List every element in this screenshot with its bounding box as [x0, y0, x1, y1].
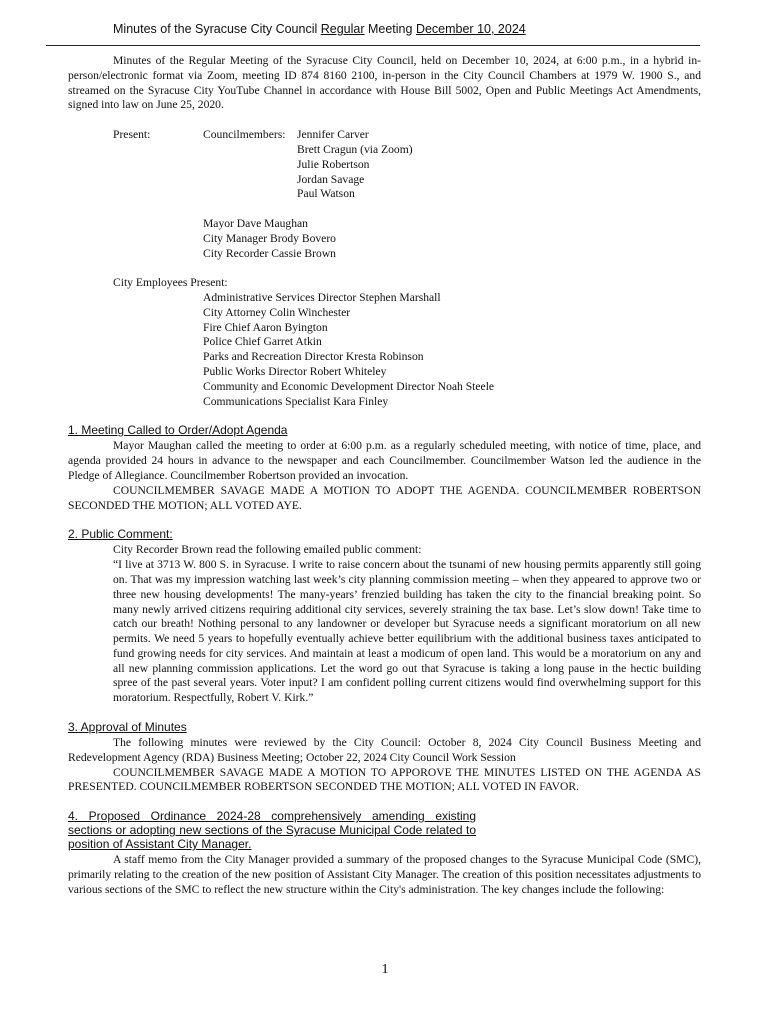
section-4-heading: 4. Proposed Ordinance 2024-28 comprehensively amending existing sections or adopting new sections of the Syracuse Municipal Code related to position of Assistant City Manager. [68, 809, 476, 852]
employees-label: City Employees Present: [113, 276, 228, 290]
section-2-heading: 2. Public Comment: [68, 527, 173, 542]
public-comment-quote: “I live at 3713 W. 800 S. in Syracuse. I write to raise concern about the tsunami of new housing permits apparently still going on. That was my impression watching last week’s city planning commission meeting – when they appeared to approve two or three new housing developments! The many-years’ frenzied building has taken the city to the financial breaking point. So many newly arrived citizens requiring additional city services, severely straining the tax base. Let’s slow down! Take time to catch our breath! Nothing personal to any landowner or developer but Syracuse needs a significant moratorium on all new permits. We need 5 years to hopefully eventually achieve better equilibrium with the additional business taxes anticipated to fund growing needs for city services. And maintain at least a modicum of open land. This would be a moratorium on any and all new planning commission applications. Let the word go out that Syracuse is taking a long pause in the hectic building spree of the past several years. Voter input? I am confident polling current citizens would find overwhelming support for this moratorium. Respectfully, Robert V. Kirk.” [113, 558, 701, 705]
minutes-body [68, 54, 701, 898]
employee-name: Parks and Recreation Director Kresta Robinson [203, 350, 424, 364]
official-name: Mayor Dave Maughan [203, 216, 308, 230]
employee-name: Administrative Services Director Stephen Marshall [203, 290, 441, 304]
section-1-motion: COUNCILMEMBER SAVAGE MADE A MOTION TO ADOPT THE AGENDA. COUNCILMEMBER ROBERTSON SECONDED THE MOTION; ALL VOTED AYE. [68, 483, 701, 512]
councilmember-name: Jordan Savage [297, 172, 365, 186]
section-3-paragraph: The following minutes were reviewed by the City Council: October 8, 2024 City Council Business Meeting and Redevelopment Agency (RDA) Business Meeting; October 22, 2024 City Council Work Session [68, 736, 701, 764]
section-1-paragraph: Mayor Maughan called the meeting to order at 6:00 p.m. as a regularly scheduled meeting, with notice of time, place, and agenda provided 24 hours in advance to the newspaper and each Councilmember. Councilmember Watson led the audience in the Pledge of Allegiance. Councilmember Robertson provided an invocation. [68, 439, 701, 482]
employee-name: Community and Economic Development Director Noah Steele [203, 379, 495, 393]
header-date: December 10, 2024 [415, 22, 526, 36]
employee-name: Public Works Director Robert Whiteley [203, 364, 387, 378]
header-meeting-type: Regular [320, 22, 365, 36]
councilmembers-label: Councilmembers: [203, 128, 286, 142]
councilmember-name: Jennifer Carver [297, 128, 369, 142]
section-3-motion: COUNCILMEMBER SAVAGE MADE A MOTION TO APPOROVE THE MINUTES LISTED ON THE AGENDA AS PRESENTED. COUNCILMEMBER ROBERTSON SECONDED THE MOTION; ALL VOTED IN FAVOR. [68, 765, 701, 794]
employee-name: Communications Specialist Kara Finley [203, 394, 389, 408]
employee-name: Police Chief Garret Atkin [203, 335, 322, 349]
header-rule [46, 45, 700, 46]
header-mid: Meeting [364, 22, 416, 36]
running-header [113, 22, 526, 36]
employee-name: City Attorney Colin Winchester [203, 305, 351, 319]
present-label: Present: [113, 128, 151, 142]
page-number: 1 [381, 962, 389, 977]
official-name: City Manager Brody Bovero [203, 231, 336, 245]
councilmember-name: Paul Watson [297, 187, 355, 201]
official-name: City Recorder Cassie Brown [203, 246, 336, 260]
section-3-heading: 3. Approval of Minutes [68, 720, 187, 735]
councilmember-name: Brett Cragun (via Zoom) [297, 142, 413, 156]
employee-name: Fire Chief Aaron Byington [203, 320, 328, 334]
intro-paragraph: Minutes of the Regular Meeting of the Syracuse City Council, held on December 10, 2024, at 6:00 p.m., in a hybrid in-person/electronic format via Zoom, meeting ID 874 8160 2100, in-person in the City Council Chambers at 1979 W. 1900 S., and streamed on the Syracuse City YouTube Channel in accordance with House Bill 5002, Open and Public Meetings Act Amendments, signed into law on June 25, 2020. [68, 54, 701, 112]
header-prefix: Minutes of the Syracuse City Council [113, 22, 321, 36]
section-4-paragraph: A staff memo from the City Manager provided a summary of the proposed changes to the Syracuse Municipal Code (SMC), primarily relating to the creation of the new position of Assistant City Manager. The creation of this position necessitates adjustments to various sections of the SMC to reflect the new structure within the City's administration. The key changes include the following: [68, 853, 701, 896]
section-2-intro: City Recorder Brown read the following emailed public comment: [113, 543, 422, 557]
section-1-heading: 1. Meeting Called to Order/Adopt Agenda [68, 423, 288, 438]
councilmember-name: Julie Robertson [297, 157, 370, 171]
attendance-block [68, 128, 701, 409]
